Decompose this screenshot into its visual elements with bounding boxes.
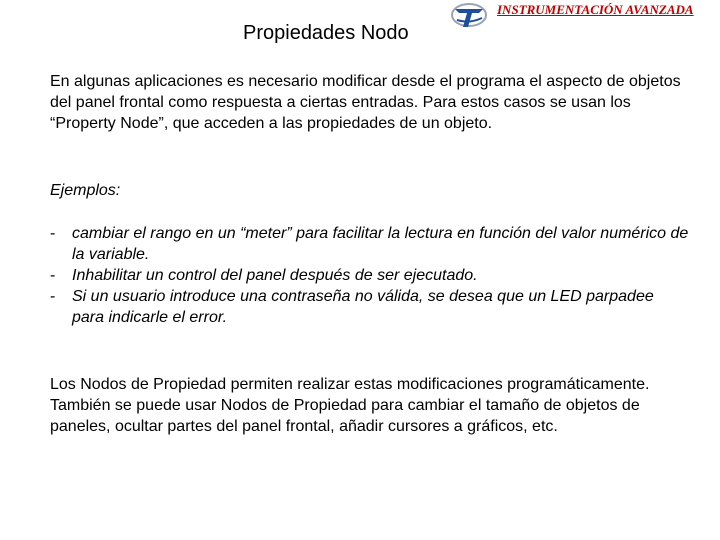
list-item-text: Si un usuario introduce una contraseña no válida, se desea que un LED parpadee para indicarle el error. (72, 288, 654, 326)
bullet-dash: - (50, 288, 56, 305)
institution-logo-icon (449, 0, 489, 30)
intro-paragraph: En algunas aplicaciones es necesario modificar desde el programa el aspecto de objetos del panel frontal como respuesta a ciertas entradas. Para estos casos se usan los “Property Node”, que acceden a las propiedades de un objeto. (50, 73, 681, 132)
list-item-text: Inhabilitar un control del panel después de ser ejecutado. (72, 267, 478, 284)
bullet-dash: - (50, 267, 56, 284)
list-item-text: cambiar el rango en un “meter” para facilitar la lectura en función del valor numérico de la variable. (72, 225, 689, 263)
list-item (50, 286, 690, 328)
examples-list (50, 223, 690, 328)
bullet-dash: - (50, 225, 56, 242)
examples-label: Ejemplos: (50, 182, 121, 199)
closing-paragraph: Los Nodos de Propiedad permiten realizar estas modificaciones programáticamente. También se puede usar Nodos de Propiedad para cambiar el tamaño de objetos de paneles, ocultar partes del panel frontal, añadir cursores a gráficos, etc. (50, 376, 650, 435)
header-brand-link[interactable]: INSTRUMENTACIÓN AVANZADA (497, 2, 694, 17)
list-item (50, 265, 690, 286)
list-item (50, 223, 690, 265)
slide-title: Propiedades Nodo (243, 22, 409, 44)
